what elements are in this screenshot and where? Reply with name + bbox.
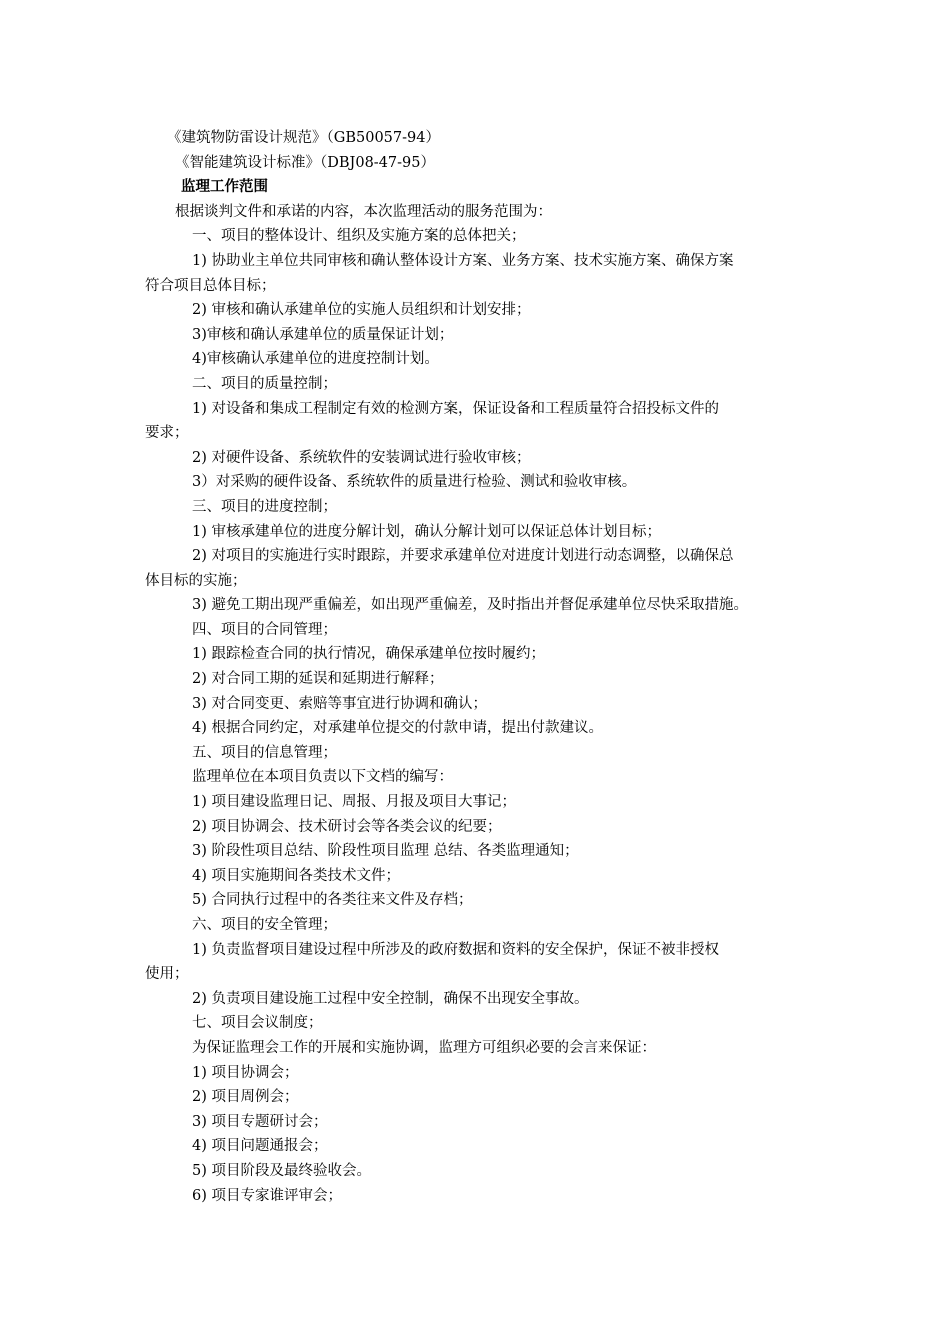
- body-line: 5) 合同执行过程中的各类往来文件及存档；: [192, 892, 473, 909]
- body-line: 4) 根据合同约定，对承建单位提交的付款申请，提出付款建议。: [192, 720, 603, 737]
- body-line: 体目标的实施；: [145, 572, 247, 589]
- body-line: 六、项目的安全管理；: [192, 917, 337, 933]
- body-line: 要求；: [145, 425, 189, 442]
- body-line: 3) 项目专题研讨会；: [192, 1113, 328, 1130]
- body-line: 2) 对项目的实施进行实时跟踪，并要求承建单位对进度计划进行动态调整，以确保总: [192, 548, 734, 565]
- body-line: 3)审核和确认承建单位的质量保证计划；: [192, 326, 454, 343]
- body-line: 三、项目的进度控制；: [192, 498, 337, 515]
- body-line: 1) 项目建设监理日记、周报、月报及项目大事记；: [192, 794, 516, 811]
- body-line: 3) 阶段性项目总结、阶段性项目监理 总结、各类监理通知；: [192, 843, 579, 860]
- body-line: 四、项目的合同管理；: [192, 621, 337, 638]
- body-line: 五、项目的信息管理；: [192, 744, 337, 761]
- body-line: 3) 避免工期出现严重偏差，如出现严重偏差，及时指出并督促承建单位尽快采取措施。: [192, 597, 748, 614]
- body-line: 使用；: [145, 966, 189, 983]
- body-line: 一、项目的整体设计、组织及实施方案的总体把关；: [192, 228, 526, 245]
- body-line: 七、项目会议制度；: [192, 1015, 323, 1032]
- body-line: 2) 项目周例会；: [192, 1089, 299, 1106]
- body-line: 3) 对合同变更、索赔等事宜进行协调和确认；: [192, 695, 487, 712]
- body-line: 1) 项目协调会；: [192, 1064, 299, 1081]
- body-line: 2) 负责项目建设施工过程中安全控制，确保不出现安全事故。: [192, 990, 589, 1007]
- body-line: 5) 项目阶段及最终验收会。: [192, 1162, 371, 1179]
- scope-list: [145, 224, 825, 1208]
- body-line: 二、项目的质量控制；: [192, 375, 337, 392]
- body-line: 1) 负责监督项目建设过程中所涉及的政府数据和资料的安全保护，保证不被非授权: [192, 941, 719, 958]
- section-title: 监理工作范围: [181, 178, 268, 196]
- body-line: 监理单位在本项目负责以下文档的编写：: [192, 769, 453, 786]
- body-line: 1) 跟踪检查合同的执行情况，确保承建单位按时履约；: [192, 646, 545, 663]
- body-line: 符合项目总体目标；: [145, 277, 276, 294]
- reference-line: 《智能建筑设计标准》（DBJ08-47-95）: [175, 154, 435, 171]
- body-line: 2) 对合同工期的延误和延期进行解释；: [192, 671, 444, 688]
- body-line: 1) 协助业主单位共同审核和确认整体设计方案、业务方案、技术实施方案、确保方案: [192, 252, 734, 269]
- body-line: 4) 项目问题通报会；: [192, 1138, 328, 1155]
- body-line: 2) 项目协调会、技术研讨会等各类会议的纪要；: [192, 818, 502, 835]
- body-line: 为保证监理会工作的开展和实施协调，监理方可组织必要的会言来保证：: [192, 1039, 656, 1056]
- reference-line: 《建筑物防雷设计规范》（GB50057-94）: [167, 130, 440, 146]
- body-line: 4)审核确认承建单位的进度控制计划。: [192, 351, 439, 368]
- body-line: 6) 项目专家谁评审会；: [192, 1187, 342, 1204]
- body-line: 1) 对设备和集成工程制定有效的检测方案，保证设备和工程质量符合招投标文件的: [192, 400, 719, 417]
- body-line: 3）对采购的硬件设备、系统软件的质量进行检验、测试和验收审核。: [192, 474, 637, 491]
- document-body: [145, 126, 825, 1208]
- body-line: 2) 审核和确认承建单位的实施人员组织和计划安排；: [192, 302, 531, 319]
- body-line: 1) 审核承建单位的进度分解计划，确认分解计划可以保证总体计划目标；: [192, 523, 661, 540]
- intro-paragraph: 根据谈判文件和承诺的内容，本次监理活动的服务范围为：: [175, 203, 552, 220]
- body-line: 2) 对硬件设备、系统软件的安装调试进行验收审核；: [192, 449, 531, 466]
- body-line: 4) 项目实施期间各类技术文件；: [192, 867, 400, 884]
